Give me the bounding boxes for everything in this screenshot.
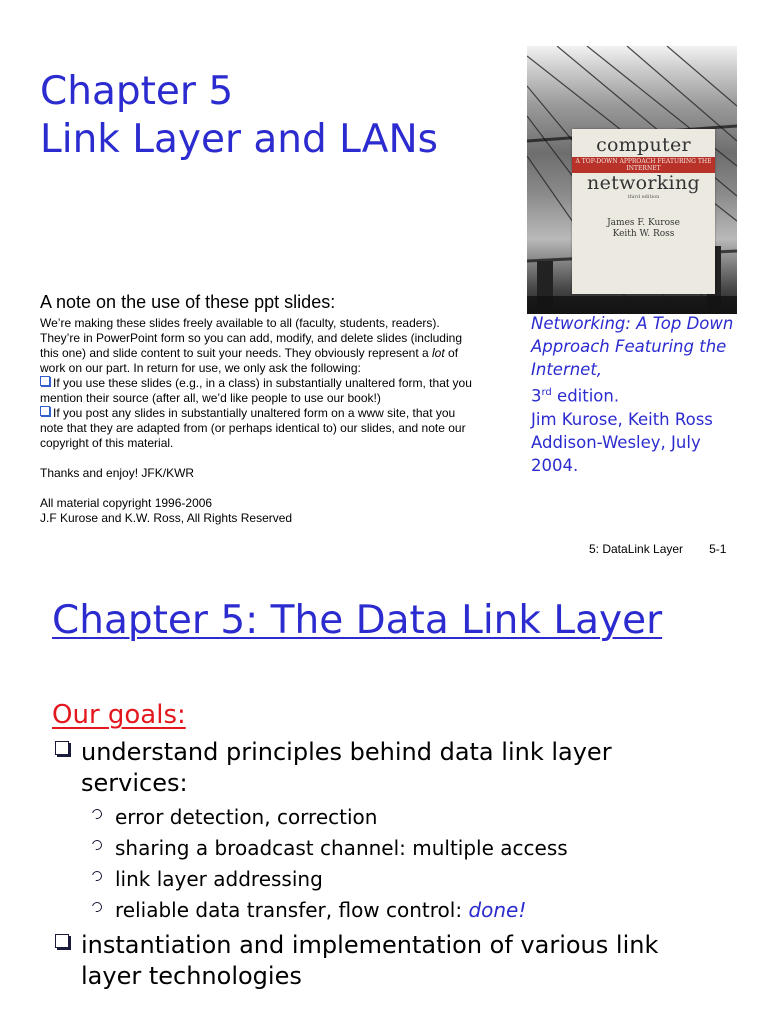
book-cover-image (527, 46, 737, 314)
usage-note (40, 291, 480, 526)
slide2-title: Chapter 5: The Data Link Layer (52, 598, 663, 643)
copyright-line-1: All material copyright 1996-2006 (40, 496, 213, 510)
usage-note-item-2 (40, 406, 480, 451)
slide1-title (40, 68, 438, 164)
note-item-text: If you post any slides in substantially unaltered form on a www site, that you note that they are adapted from (or perhaps identical to) our slides, and note our copyright of this material. (40, 406, 466, 450)
checkbox-bullet-icon (40, 406, 50, 416)
cover-title-top: computer (596, 134, 691, 156)
book-title: Networking: A Top Down Approach Featuring the Internet, (531, 314, 734, 379)
cover-author-1: James F. Kurose (607, 218, 680, 228)
cover-author-2: Keith W. Ross (612, 229, 675, 239)
usage-note-body (40, 316, 480, 526)
subbullet-text: reliable data transfer, flow control: (115, 898, 469, 922)
cover-title-bottom: networking (587, 172, 700, 194)
cover-edition: third edition (627, 194, 660, 200)
footer-page-number: 5-1 (709, 542, 727, 556)
footer-label: 5: DataLink Layer (589, 542, 684, 556)
book-caption (531, 312, 746, 477)
circle-bullet-icon (90, 900, 104, 914)
cover-subtitle-band: A TOP-DOWN APPROACH FEATURING THE INTERNET (572, 157, 715, 173)
edition-suffix: rd (541, 387, 552, 398)
slide1-title-line2: Link Layer and LANs (40, 117, 438, 162)
usage-note-heading: A note on the use of these ppt slides: (40, 292, 336, 312)
goal-subbullet-1 (92, 804, 377, 830)
book-edition (531, 381, 746, 408)
circle-bullet-icon (90, 807, 104, 821)
subbullet-text: sharing a broadcast channel: multiple access (115, 836, 568, 860)
subbullet-text: error detection, correction (115, 805, 378, 829)
copyright-line-2: J.F Kurose and K.W. Ross, All Rights Reserved (40, 511, 293, 525)
book-cover-label (572, 129, 715, 294)
book-authors: Jim Kurose, Keith Ross (531, 409, 713, 429)
goal-subbullet-4 (92, 897, 526, 923)
slide-footer (589, 542, 726, 556)
checkbox-bullet-icon (55, 934, 69, 948)
circle-bullet-icon (90, 838, 104, 852)
checkbox-bullet-icon (40, 376, 50, 386)
checkbox-bullet-icon (55, 741, 69, 755)
usage-note-paragraph (40, 316, 480, 376)
bullet-text: understand principles behind data link layer services: (81, 738, 612, 797)
goal-bullet-1 (55, 737, 721, 799)
note-emphasis: lot (432, 346, 445, 360)
edition-text: edition. (551, 386, 620, 406)
book-publisher: Addison-Wesley, July 2004. (531, 432, 701, 475)
goal-subbullet-3 (92, 866, 323, 892)
slide2-subtitle: Our goals: (52, 700, 186, 730)
note-text: of work on our part. In return for use, we only ask the following: (40, 346, 459, 375)
slide1-title-line1: Chapter 5 (40, 69, 234, 114)
circle-bullet-icon (90, 869, 104, 883)
bullet-text: instantiation and implementation of various link layer technologies (81, 931, 659, 990)
done-emphasis: done! (468, 898, 527, 922)
goal-bullet-2 (55, 930, 721, 992)
usage-note-item-1 (40, 376, 480, 406)
goal-subbullet-2 (92, 835, 568, 861)
edition-number: 3 (531, 386, 542, 406)
note-item-text: If you use these slides (e.g., in a class) in substantially unaltered form, that you mention their source (after all, we’d like people to use our book!) (40, 376, 472, 405)
note-text: We’re making these slides freely available to all (faculty, students, readers). They’re in PowerPoint form so you can add, modify, and delete slides (including this one) and slide content to suit your needs. They obviously represent a (40, 316, 462, 360)
subbullet-text: link layer addressing (115, 867, 323, 891)
thanks-line: Thanks and enjoy! JFK/KWR (40, 466, 195, 480)
